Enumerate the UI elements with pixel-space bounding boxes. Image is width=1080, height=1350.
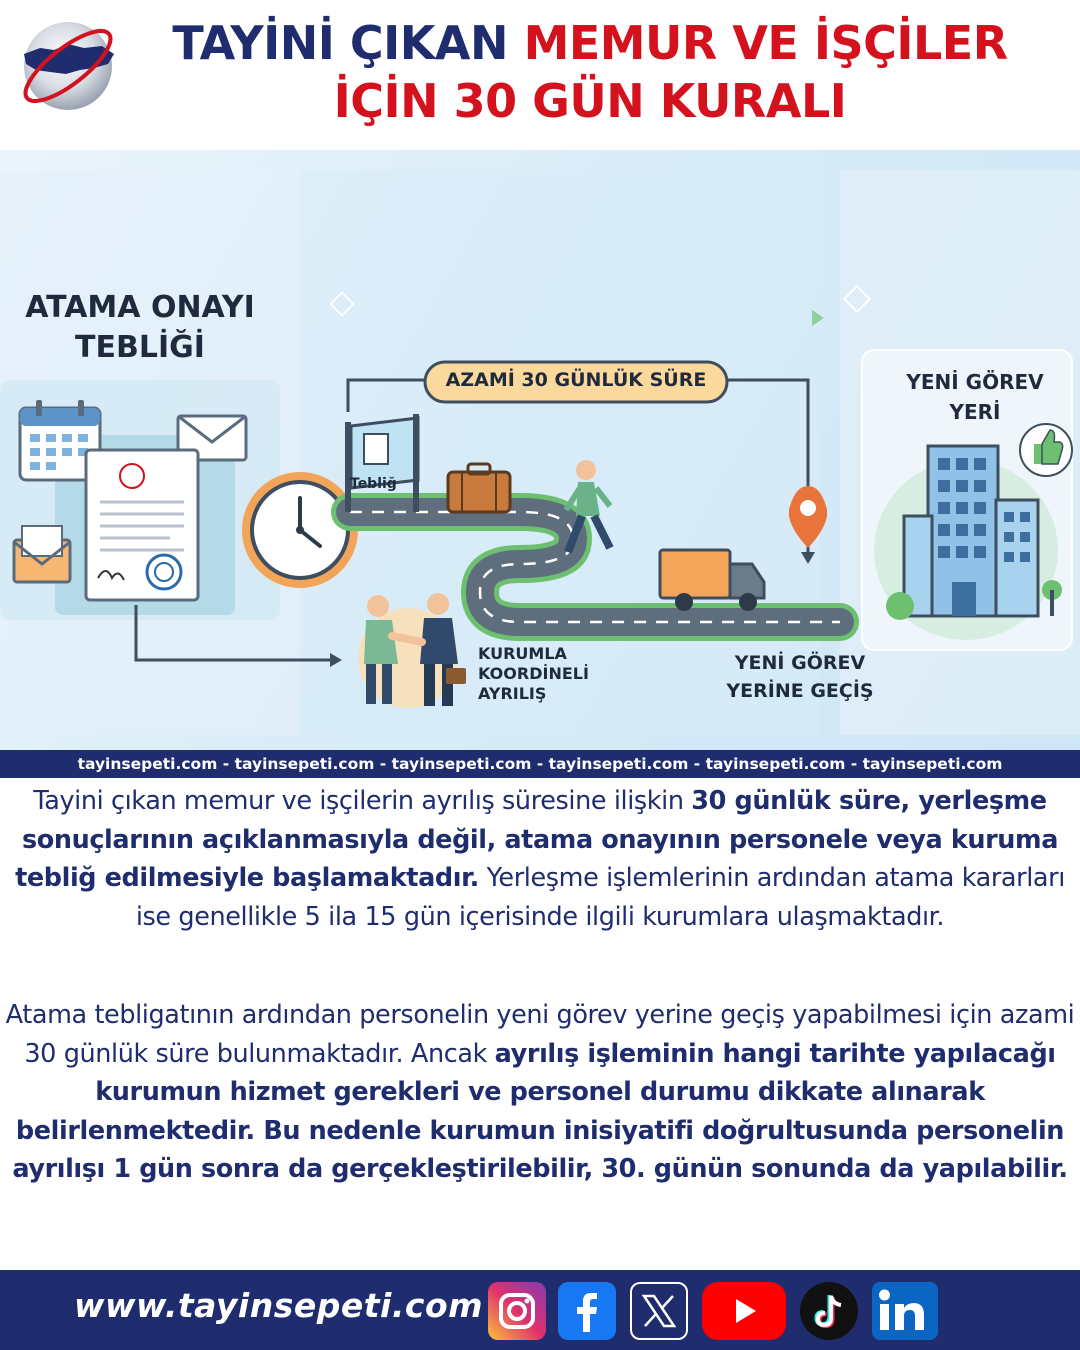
instagram-icon[interactable] xyxy=(488,1282,546,1340)
title-red: MEMUR VE İŞÇİLER xyxy=(523,16,1008,70)
official-document-icon xyxy=(86,450,198,600)
clock-icon xyxy=(242,472,358,588)
watermark-strip: tayinsepeti.com - tayinsepeti.com - tayinsepeti.com - tayinsepeti.com - tayinsepeti.com - tayinsepeti.com xyxy=(0,750,1080,778)
footer xyxy=(0,1270,1080,1350)
label-transfer-1: YENİ GÖREV xyxy=(734,652,866,674)
label-new-place-2: YERİ xyxy=(949,400,1001,424)
turkey-globe-logo-icon xyxy=(10,8,122,120)
p2-text-bold: ayrılış işleminin hangi tarihte yapılacağı kurumun hizmet gerekleri ve personel durumu dikkate alınarak belirlenmektedir. Bu nedenle kurumun inisiyatifi doğrultusunda personelin ayrılışı 1 gün sonra da gerçekleştirilebilir, 30. günün sonunda da yapılabilir. xyxy=(12,1038,1068,1184)
p2-text-a: Atama tebligatının ardından personelin yeni görev yerine geçiş yapabilmesi için azami 30 günlük süre bulunmaktadır. Ancak xyxy=(5,1000,1075,1069)
paragraph-1 xyxy=(0,782,1080,936)
label-30-day-banner: AZAMİ 30 GÜNLÜK SÜRE xyxy=(445,369,707,391)
youtube-icon[interactable] xyxy=(702,1282,786,1340)
label-new-place-1: YENİ GÖREV xyxy=(906,370,1044,394)
label-handshake-1: KURUMLA xyxy=(478,644,567,663)
p1-text-c: Yerleşme işlemlerinin ardından atama kararları ise genellikle 5 ila 15 gün içerisinde ilgili kurumlara ulaşmaktadır. xyxy=(135,863,1065,932)
label-approval-1: ATAMA ONAYI xyxy=(25,290,255,325)
label-handshake-2: KOORDİNELİ xyxy=(478,664,589,683)
header xyxy=(0,0,1080,150)
label-approval-2: TEBLİĞİ xyxy=(75,330,205,365)
label-transfer-2: YERİNE GEÇİŞ xyxy=(726,680,874,702)
x-icon[interactable] xyxy=(630,1282,688,1340)
p1-text-bold: 30 günlük süre, yerleşme sonuçlarının açıklanmasıyla değil, atama onayının personele veya kuruma tebliğ edilmesiyle başlamaktadır. xyxy=(15,786,1059,893)
open-envelope-icon xyxy=(14,526,70,582)
page-title xyxy=(110,14,1070,130)
label-handshake-3: AYRILIŞ xyxy=(478,684,547,703)
linkedin-icon[interactable] xyxy=(872,1282,938,1340)
process-illustration xyxy=(0,150,1080,750)
suitcase-icon xyxy=(448,464,510,512)
title-blue: TAYİNİ ÇIKAN xyxy=(172,16,509,70)
p1-text-a: Tayini çıkan memur ve işçilerin ayrılış süresine ilişkin xyxy=(33,786,692,816)
website-link[interactable]: www.tayinsepeti.com xyxy=(74,1286,483,1325)
label-sign: Tebliğ xyxy=(350,476,397,492)
thumbs-up-icon xyxy=(1020,424,1072,476)
title-line2: İÇİN 30 GÜN KURALI xyxy=(333,74,847,128)
tiktok-icon[interactable] xyxy=(800,1282,858,1340)
facebook-icon[interactable] xyxy=(558,1282,616,1340)
paragraph-2 xyxy=(0,996,1080,1189)
